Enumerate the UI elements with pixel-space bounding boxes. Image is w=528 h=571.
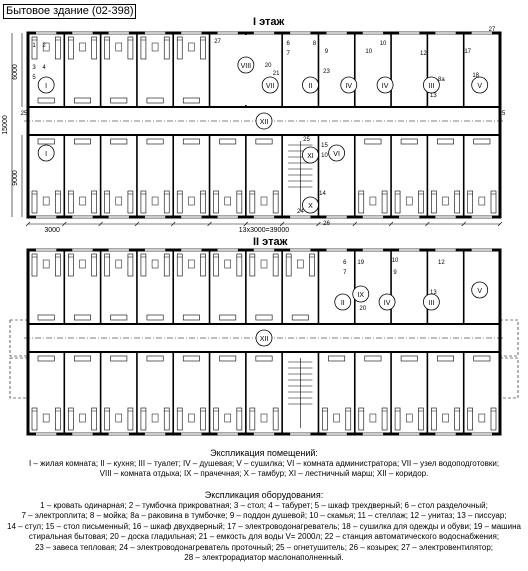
equipment-label: 9 <box>324 49 329 55</box>
bed <box>382 408 387 430</box>
equipment-label: 19 <box>357 260 365 266</box>
wardrobe <box>74 356 90 361</box>
equipment-label: 25 <box>20 111 28 117</box>
bed <box>177 408 182 430</box>
bed <box>273 408 278 430</box>
wardrobe <box>147 139 163 144</box>
table <box>152 414 158 422</box>
bed <box>141 191 146 213</box>
bed <box>141 37 146 59</box>
room-label: IV <box>383 300 391 307</box>
table <box>261 197 267 205</box>
equipment-legend <box>0 490 528 564</box>
wardrobe <box>74 98 90 103</box>
equipment-legend-line: 23 – завеса тепловая; 24 – электроводонагреватель проточный; 25 – огнетушитель; 26 – козырек; 27 – электровентилятор; <box>34 542 493 552</box>
bed <box>105 408 110 430</box>
equipment-label: 15 <box>321 143 328 149</box>
wardrobe <box>292 315 308 320</box>
bed <box>273 191 278 213</box>
equipment-label: 7 <box>343 270 347 276</box>
drawing-title: Бытовое здание (02-398) <box>3 4 136 19</box>
wardrobe <box>256 315 272 320</box>
equipment-label: 18 <box>472 73 480 79</box>
bed <box>468 191 473 213</box>
bed <box>68 191 73 213</box>
wardrobe <box>256 139 272 144</box>
equipment-label: 13 <box>430 93 437 99</box>
room-legend-line: I – жилая комната; II – кухня; III – туалет; IV – душевая; V – сушилка; VI – комната администратора; VII – узел водоподготовки; <box>28 458 500 468</box>
bed <box>92 37 97 59</box>
wardrobe <box>256 356 272 361</box>
bed <box>395 191 400 213</box>
bed <box>286 254 291 276</box>
table <box>225 197 231 205</box>
bed <box>418 191 423 213</box>
equipment-legend-line: 7 – электроплита; 8 – мойка; 8а – раковина в тумбочке; 9 – поддон душевой; 10 – скамья; 11 – стеллаж; 12 – унитаз; 13 – писсуар; <box>21 511 507 520</box>
table <box>225 260 231 268</box>
equipment-label: 14 <box>319 191 326 197</box>
room-legend <box>0 448 528 480</box>
table <box>261 260 267 268</box>
bed <box>55 191 60 213</box>
bed <box>322 408 327 430</box>
wardrobe <box>437 356 453 361</box>
equipment-label: 10 <box>365 49 373 55</box>
dimension-9000: 9000 <box>12 170 19 186</box>
equipment-legend-line: 28 – электрорадиатор маслонаполненный. <box>184 553 344 562</box>
room-label: V <box>477 288 483 295</box>
table <box>79 414 85 422</box>
equipment-label: 7 <box>286 51 290 57</box>
equipment-label: 24 <box>297 209 304 215</box>
bed <box>68 254 73 276</box>
bed <box>214 191 219 213</box>
wardrobe <box>183 315 199 320</box>
table <box>225 414 231 422</box>
wardrobe <box>220 315 236 320</box>
room-label: I <box>45 151 48 158</box>
table <box>370 197 376 205</box>
equipment-label: 21 <box>272 71 280 77</box>
bed <box>201 408 206 430</box>
equipment-legend-line: 1 – кровать одинарная; 2 – тумбочка прикроватная; 3 – стол; 4 – табурет; 5 – шкаф трехдверный; 6 – стол разделочный; <box>40 500 488 510</box>
bed <box>250 191 255 213</box>
bed <box>55 254 60 276</box>
table <box>152 197 158 205</box>
bed <box>55 408 60 430</box>
bed <box>128 191 133 213</box>
equipment-label: 10 <box>391 258 399 264</box>
bed <box>214 254 219 276</box>
bed <box>141 254 146 276</box>
table <box>116 197 122 205</box>
room-label: IV <box>345 83 353 90</box>
table <box>479 197 485 205</box>
table <box>406 414 412 422</box>
bed <box>273 254 278 276</box>
room-label: X <box>308 203 313 210</box>
equipment-label: 10 <box>379 41 387 47</box>
table <box>188 414 194 422</box>
bed <box>237 191 242 213</box>
bed <box>431 408 436 430</box>
bed <box>177 191 182 213</box>
bed <box>92 191 97 213</box>
table <box>43 197 49 205</box>
wardrobe <box>183 98 199 103</box>
bed <box>359 191 364 213</box>
equipment-legend-line: стиральная бытовая; 20 – доска гладильная; 21 – емкость для воды V= 2000л; 22 – станция автоматического водоснабжения; <box>28 532 500 541</box>
bed <box>418 408 423 430</box>
bed <box>250 408 255 430</box>
wardrobe <box>474 139 490 144</box>
table <box>443 414 449 422</box>
bed <box>164 37 169 59</box>
room-legend-heading: Экспликация помещений: <box>210 448 318 458</box>
bed <box>201 37 206 59</box>
dimension-3000: 3000 <box>44 227 60 234</box>
bed <box>68 37 73 59</box>
bed <box>105 191 110 213</box>
table <box>116 260 122 268</box>
room-label: XI <box>307 153 314 160</box>
table <box>334 414 340 422</box>
equipment-label: 25 <box>498 111 506 117</box>
table <box>79 43 85 51</box>
bed <box>468 408 473 430</box>
equipment-label: 27 <box>488 27 496 33</box>
bed <box>128 254 133 276</box>
equipment-label: 8а <box>438 77 445 83</box>
wardrobe <box>38 98 54 103</box>
equipment-label: 5 <box>32 75 36 81</box>
equipment-label: 6 <box>343 260 347 266</box>
wardrobe <box>111 356 127 361</box>
bed <box>177 37 182 59</box>
table <box>443 197 449 205</box>
bed <box>164 408 169 430</box>
bed <box>164 254 169 276</box>
equipment-label: 4 <box>42 65 46 71</box>
dimension-6000: 6000 <box>12 64 19 80</box>
end-platform <box>500 358 518 398</box>
bed <box>32 191 37 213</box>
bed <box>491 191 496 213</box>
wardrobe <box>111 315 127 320</box>
room-label: II <box>340 300 345 307</box>
bed <box>32 254 37 276</box>
table <box>152 260 158 268</box>
equipment-label: 6 <box>286 41 290 47</box>
bed <box>309 254 314 276</box>
bed <box>382 191 387 213</box>
equipment-label: 3 <box>32 65 36 71</box>
wardrobe <box>183 139 199 144</box>
table <box>188 197 194 205</box>
floor-2-label: II этаж <box>253 236 288 248</box>
table <box>43 414 49 422</box>
bed <box>201 191 206 213</box>
table <box>370 414 376 422</box>
equipment-label: 12 <box>420 51 427 57</box>
wardrobe <box>111 98 127 103</box>
room-label: VI <box>333 151 340 158</box>
room-label: VIII <box>240 63 252 70</box>
wardrobe <box>74 315 90 320</box>
equipment-label: 20 <box>264 63 272 69</box>
table <box>116 414 122 422</box>
bed <box>455 191 460 213</box>
room-label: III <box>428 83 435 90</box>
room-label: III <box>428 300 435 307</box>
table <box>297 260 303 268</box>
equipment-label: 20 <box>359 306 367 312</box>
equipment-label: 12 <box>438 260 445 266</box>
equipment-label: 23 <box>323 69 330 75</box>
equipment-label: 1 <box>32 43 36 49</box>
wardrobe <box>365 139 381 144</box>
wardrobe <box>38 315 54 320</box>
table <box>188 260 194 268</box>
floor-1-label: I этаж <box>253 16 285 28</box>
bed <box>431 191 436 213</box>
bed <box>237 408 242 430</box>
wardrobe <box>74 139 90 144</box>
dimension-total: 13х3000=39000 <box>238 227 290 234</box>
bed <box>395 408 400 430</box>
wardrobe <box>147 98 163 103</box>
wardrobe <box>183 356 199 361</box>
bed <box>237 254 242 276</box>
wardrobe <box>474 356 490 361</box>
bed <box>214 408 219 430</box>
bed <box>455 408 460 430</box>
room-label: IX <box>357 292 365 299</box>
wardrobe <box>147 315 163 320</box>
dimension-15000: 15000 <box>2 115 9 135</box>
wardrobe <box>437 139 453 144</box>
table <box>261 414 267 422</box>
equipment-label: 10 <box>321 153 328 159</box>
bed <box>105 254 110 276</box>
room-legend-line: VIII – комната отдыха; IX – прачечная; X – тамбур; XI – лестничный марш; XII – коридор. <box>99 469 429 478</box>
wardrobe <box>111 139 127 144</box>
wardrobe <box>401 356 417 361</box>
wardrobe <box>38 356 54 361</box>
bed <box>128 37 133 59</box>
table <box>188 43 194 51</box>
wardrobe <box>220 139 236 144</box>
room-label: XII <box>259 119 269 126</box>
bed <box>491 408 496 430</box>
bed <box>177 254 182 276</box>
equipment-label: 17 <box>464 49 472 55</box>
equipment-legend-heading: Экспликация оборудования: <box>204 490 324 500</box>
table <box>43 260 49 268</box>
bed <box>92 254 97 276</box>
equipment-label: 25 <box>303 137 310 143</box>
room-label: II <box>308 83 313 90</box>
bed <box>55 37 60 59</box>
wardrobe <box>220 356 236 361</box>
equipment-label: 27 <box>214 39 221 45</box>
wardrobe <box>401 139 417 144</box>
bed <box>346 408 351 430</box>
bed <box>359 408 364 430</box>
bed <box>68 408 73 430</box>
bed <box>164 191 169 213</box>
wardrobe <box>38 139 54 144</box>
wardrobe <box>328 356 344 361</box>
bed <box>32 408 37 430</box>
table <box>479 414 485 422</box>
room-label: V <box>477 83 483 90</box>
equipment-label: 9 <box>393 270 397 276</box>
table <box>152 43 158 51</box>
bed <box>250 254 255 276</box>
equipment-label: 26 <box>323 221 330 227</box>
table <box>79 197 85 205</box>
bed <box>105 37 110 59</box>
room-label: IV <box>381 83 389 90</box>
bed <box>128 408 133 430</box>
bed <box>201 254 206 276</box>
wardrobe <box>147 356 163 361</box>
bed <box>141 408 146 430</box>
end-platform <box>10 358 28 398</box>
equipment-label: 2 <box>42 43 46 49</box>
table <box>79 260 85 268</box>
equipment-label: 8 <box>312 41 317 47</box>
bed <box>92 408 97 430</box>
room-label: I <box>45 83 48 90</box>
equipment-legend-line: 14 – стул; 15 – стол письменный; 16 – шкаф двухдверный; 17 – электроводонагреватель; 18 – сушилка для одежды и обуви; 19 – машина <box>7 521 521 531</box>
table <box>406 197 412 205</box>
equipment-label: 13 <box>430 290 437 296</box>
room-label: XII <box>259 336 269 343</box>
room-label: VII <box>265 83 275 90</box>
wardrobe <box>365 356 381 361</box>
table <box>116 43 122 51</box>
